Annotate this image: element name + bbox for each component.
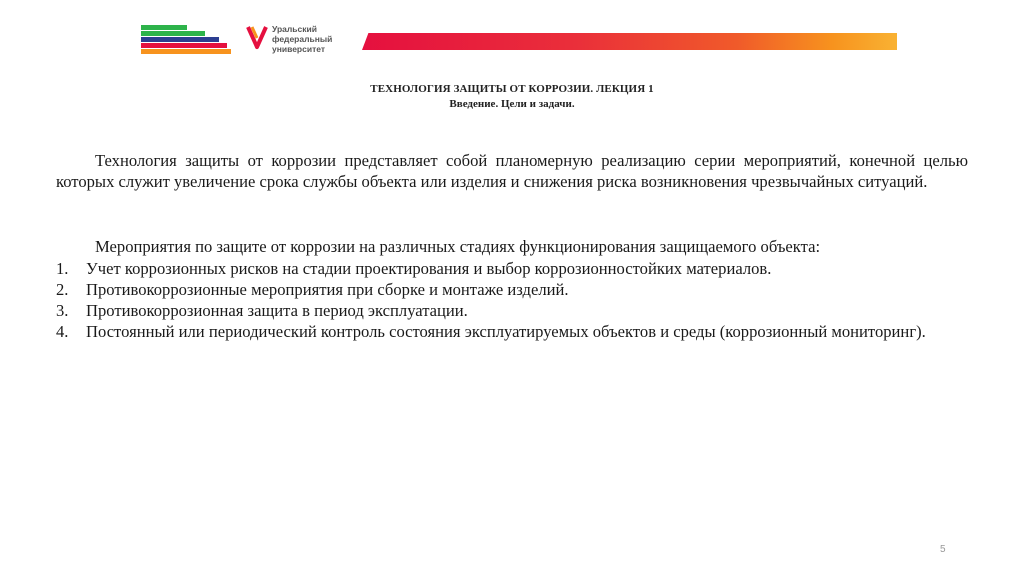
- university-name: [272, 24, 352, 54]
- measures-list: [56, 258, 980, 342]
- list-item-text: Учет коррозионных рисков на стадии проектирования и выбор коррозионностойких материалов.: [86, 259, 772, 278]
- list-item-text: Постоянный или периодический контроль состояния эксплуатируемых объектов и среды (коррозионный мониторинг).: [86, 322, 926, 341]
- list-item: [56, 258, 980, 279]
- list-item-number: 3.: [56, 301, 69, 320]
- lecture-subtitle: Введение. Цели и задачи.: [449, 98, 575, 110]
- list-item: [56, 279, 980, 300]
- logo-line-2: федеральный: [272, 34, 333, 44]
- stripes-logo: [141, 25, 231, 53]
- logo-line-3: университет: [272, 44, 326, 54]
- list-item-text: Противокоррозионные мероприятия при сборке и монтаже изделий.: [86, 280, 569, 299]
- lecture-title: ТЕХНОЛОГИЯ ЗАЩИТЫ ОТ КОРРОЗИИ. ЛЕКЦИЯ 1: [370, 83, 654, 95]
- list-item-number: 4.: [56, 322, 69, 341]
- page-number: 5: [940, 544, 946, 555]
- list-item: [56, 321, 980, 342]
- urfu-logo-icon: [246, 25, 268, 52]
- list-item-text: Противокоррозионная защита в период эксплуатации.: [86, 301, 468, 320]
- list-item-number: 2.: [56, 280, 69, 299]
- list-item: [56, 300, 980, 321]
- intro-paragraph: Технология защиты от коррозии представляет собой планомерную реализацию серии мероприятий, конечной целью которых служит увеличение срока службы объекта или изделия и снижения риска возникновения чрезвычайных ситуаций.: [56, 151, 968, 191]
- list-item-number: 1.: [56, 259, 69, 278]
- measures-heading: Мероприятия по защите от коррозии на различных стадиях функционирования защищаемого объекта:: [95, 237, 821, 256]
- header-gradient-bar: [362, 33, 897, 50]
- logo-line-1: Уральский: [272, 24, 317, 34]
